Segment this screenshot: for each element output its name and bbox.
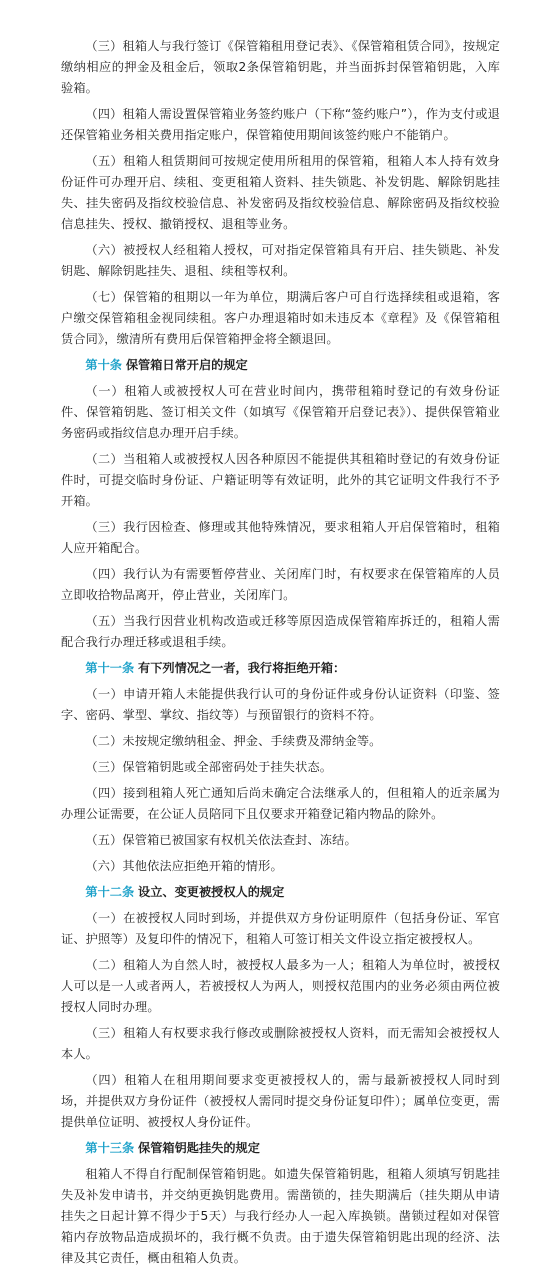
- article-title: 设立、变更被授权人的规定: [138, 885, 285, 899]
- paragraph: （三）租箱人有权要求我行修改或删除被授权人资料，而无需知会被授权人本人。: [61, 1026, 500, 1061]
- article-title: 有下列情况之一者，我行将拒绝开箱：: [138, 661, 346, 675]
- paragraph: （三）保管箱钥匙或全部密码处于挂失状态。: [85, 760, 333, 774]
- article-title: 保管箱日常开启的规定: [125, 358, 248, 372]
- paragraph: （四）接到租箱人死亡通知后尚未确定合法继承人的，但租箱人的近亲属为办理公证需要，在公证人员陪同下且仅要求开箱登记箱内物品的除外。: [61, 786, 500, 821]
- article-number: 第十三条: [85, 1141, 135, 1155]
- paragraph: （五）租箱人租赁期间可按规定使用所租用的保管箱，租箱人本人持有效身份证件可办理开启、续租、变更租箱人资料、挂失锁匙、补发钥匙、解除钥匙挂失、挂失密码及指纹校验信息、补发密码及指纹校验信息、解除密码及指纹校验信息挂失、授权、撤销授权、退租等业务。: [61, 154, 500, 231]
- paragraph: （六）其他依法应拒绝开箱的情形。: [85, 859, 283, 873]
- paragraph: （三）我行因检查、修理或其他特殊情况，要求租箱人开启保管箱时，租箱人应开箱配合。: [61, 520, 500, 555]
- article-heading: [61, 882, 500, 903]
- paragraph: （七）保管箱的租期以一年为单位，期满后客户可自行选择续租或退箱，客户缴交保管箱租金视同续租。客户办理退箱时如未违反本《章程》及《保管箱租赁合同》，缴清所有费用后保管箱押金将全额退回。: [61, 290, 500, 346]
- paragraph: （二）租箱人为自然人时，被授权人最多为一人；租箱人为单位时，被授权人可以是一人或者两人，若被授权人为两人，则授权范围内的业务必须由两位被授权人同时办理。: [61, 958, 500, 1014]
- paragraph: （一）申请开箱人未能提供我行认可的身份证件或身份认证资料（印鉴、签字、密码、掌型、掌纹、指纹等）与预留银行的资料不符。: [61, 687, 500, 722]
- article-number: 第十二条: [85, 885, 135, 899]
- article-heading: [61, 1138, 500, 1159]
- paragraph: （四）租箱人在租用期间要求变更被授权人的，需与最新被授权人同时到场，并提供双方身份证件（被授权人需同时提交身份证复印件）；属单位变更，需提供单位证明、被授权人身份证件。: [61, 1073, 500, 1129]
- paragraph: （一）租箱人或被授权人可在营业时间内，携带租箱时登记的有效身份证件、保管箱钥匙、签订相关文件（如填写《保管箱开启登记表》）、提供保管箱业务密码或指纹信息办理开启手续。: [61, 384, 500, 440]
- paragraph: （二）未按规定缴纳租金、押金、手续费及滞纳金等。: [85, 734, 382, 748]
- paragraph: （五）保管箱已被国家有权机关依法查封、冻结。: [85, 833, 357, 847]
- paragraph: （二）当租箱人或被授权人因各种原因不能提供其租箱时登记的有效身份证件时，可提交临时身份证、户籍证明等有效证明，此外的其它证明文件我行不予开箱。: [61, 452, 500, 508]
- paragraph: （四）租箱人需设置保管箱业务签约账户（下称“签约账户”），作为支付或退还保管箱业务相关费用指定账户，保管箱使用期间该签约账户不能销户。: [61, 107, 500, 142]
- paragraph: （一）在被授权人同时到场，并提供双方身份证明原件（包括身份证、军官证、护照等）及复印件的情况下，租箱人可签订相关文件设立指定被授权人。: [61, 911, 500, 946]
- article-number: 第十条: [85, 358, 122, 372]
- paragraph: （三）租箱人与我行签订《保管箱租用登记表》、《保管箱租赁合同》，按规定缴纳相应的押金及租金后，领取2条保管箱钥匙，并当面拆封保管箱钥匙，入库验箱。: [61, 39, 500, 95]
- paragraph: （五）当我行因营业机构改造或迁移等原因造成保管箱库拆迁的，租箱人需配合我行办理迁移或退租手续。: [61, 614, 500, 649]
- paragraph: （四）我行认为有需要暂停营业、关闭库门时，有权要求在保管箱库的人员立即收拾物品离开，停止营业，关闭库门。: [61, 567, 500, 602]
- article-heading: [61, 355, 500, 376]
- paragraph: （六）被授权人经租箱人授权，可对指定保管箱具有开启、挂失锁匙、补发钥匙、解除钥匙挂失、退租、续租等权利。: [61, 243, 500, 278]
- paragraph: 租箱人不得自行配制保管箱钥匙。如遗失保管箱钥匙，租箱人须填写钥匙挂失及补发申请书，并交纳更换钥匙费用。需凿锁的，挂失期满后（挂失期从申请挂失之日起计算不得少于5天）与我行经办人一起入库换锁。凿锁过程如对保管箱内存放物品造成损坏的，我行概不负责。由于遗失保管箱钥匙出现的经济、法律及其它责任，概由租箱人负责。: [61, 1167, 500, 1265]
- article-number: 第十一条: [85, 661, 135, 675]
- article-title: 保管箱钥匙挂失的规定: [138, 1141, 260, 1155]
- article-heading: [61, 658, 500, 679]
